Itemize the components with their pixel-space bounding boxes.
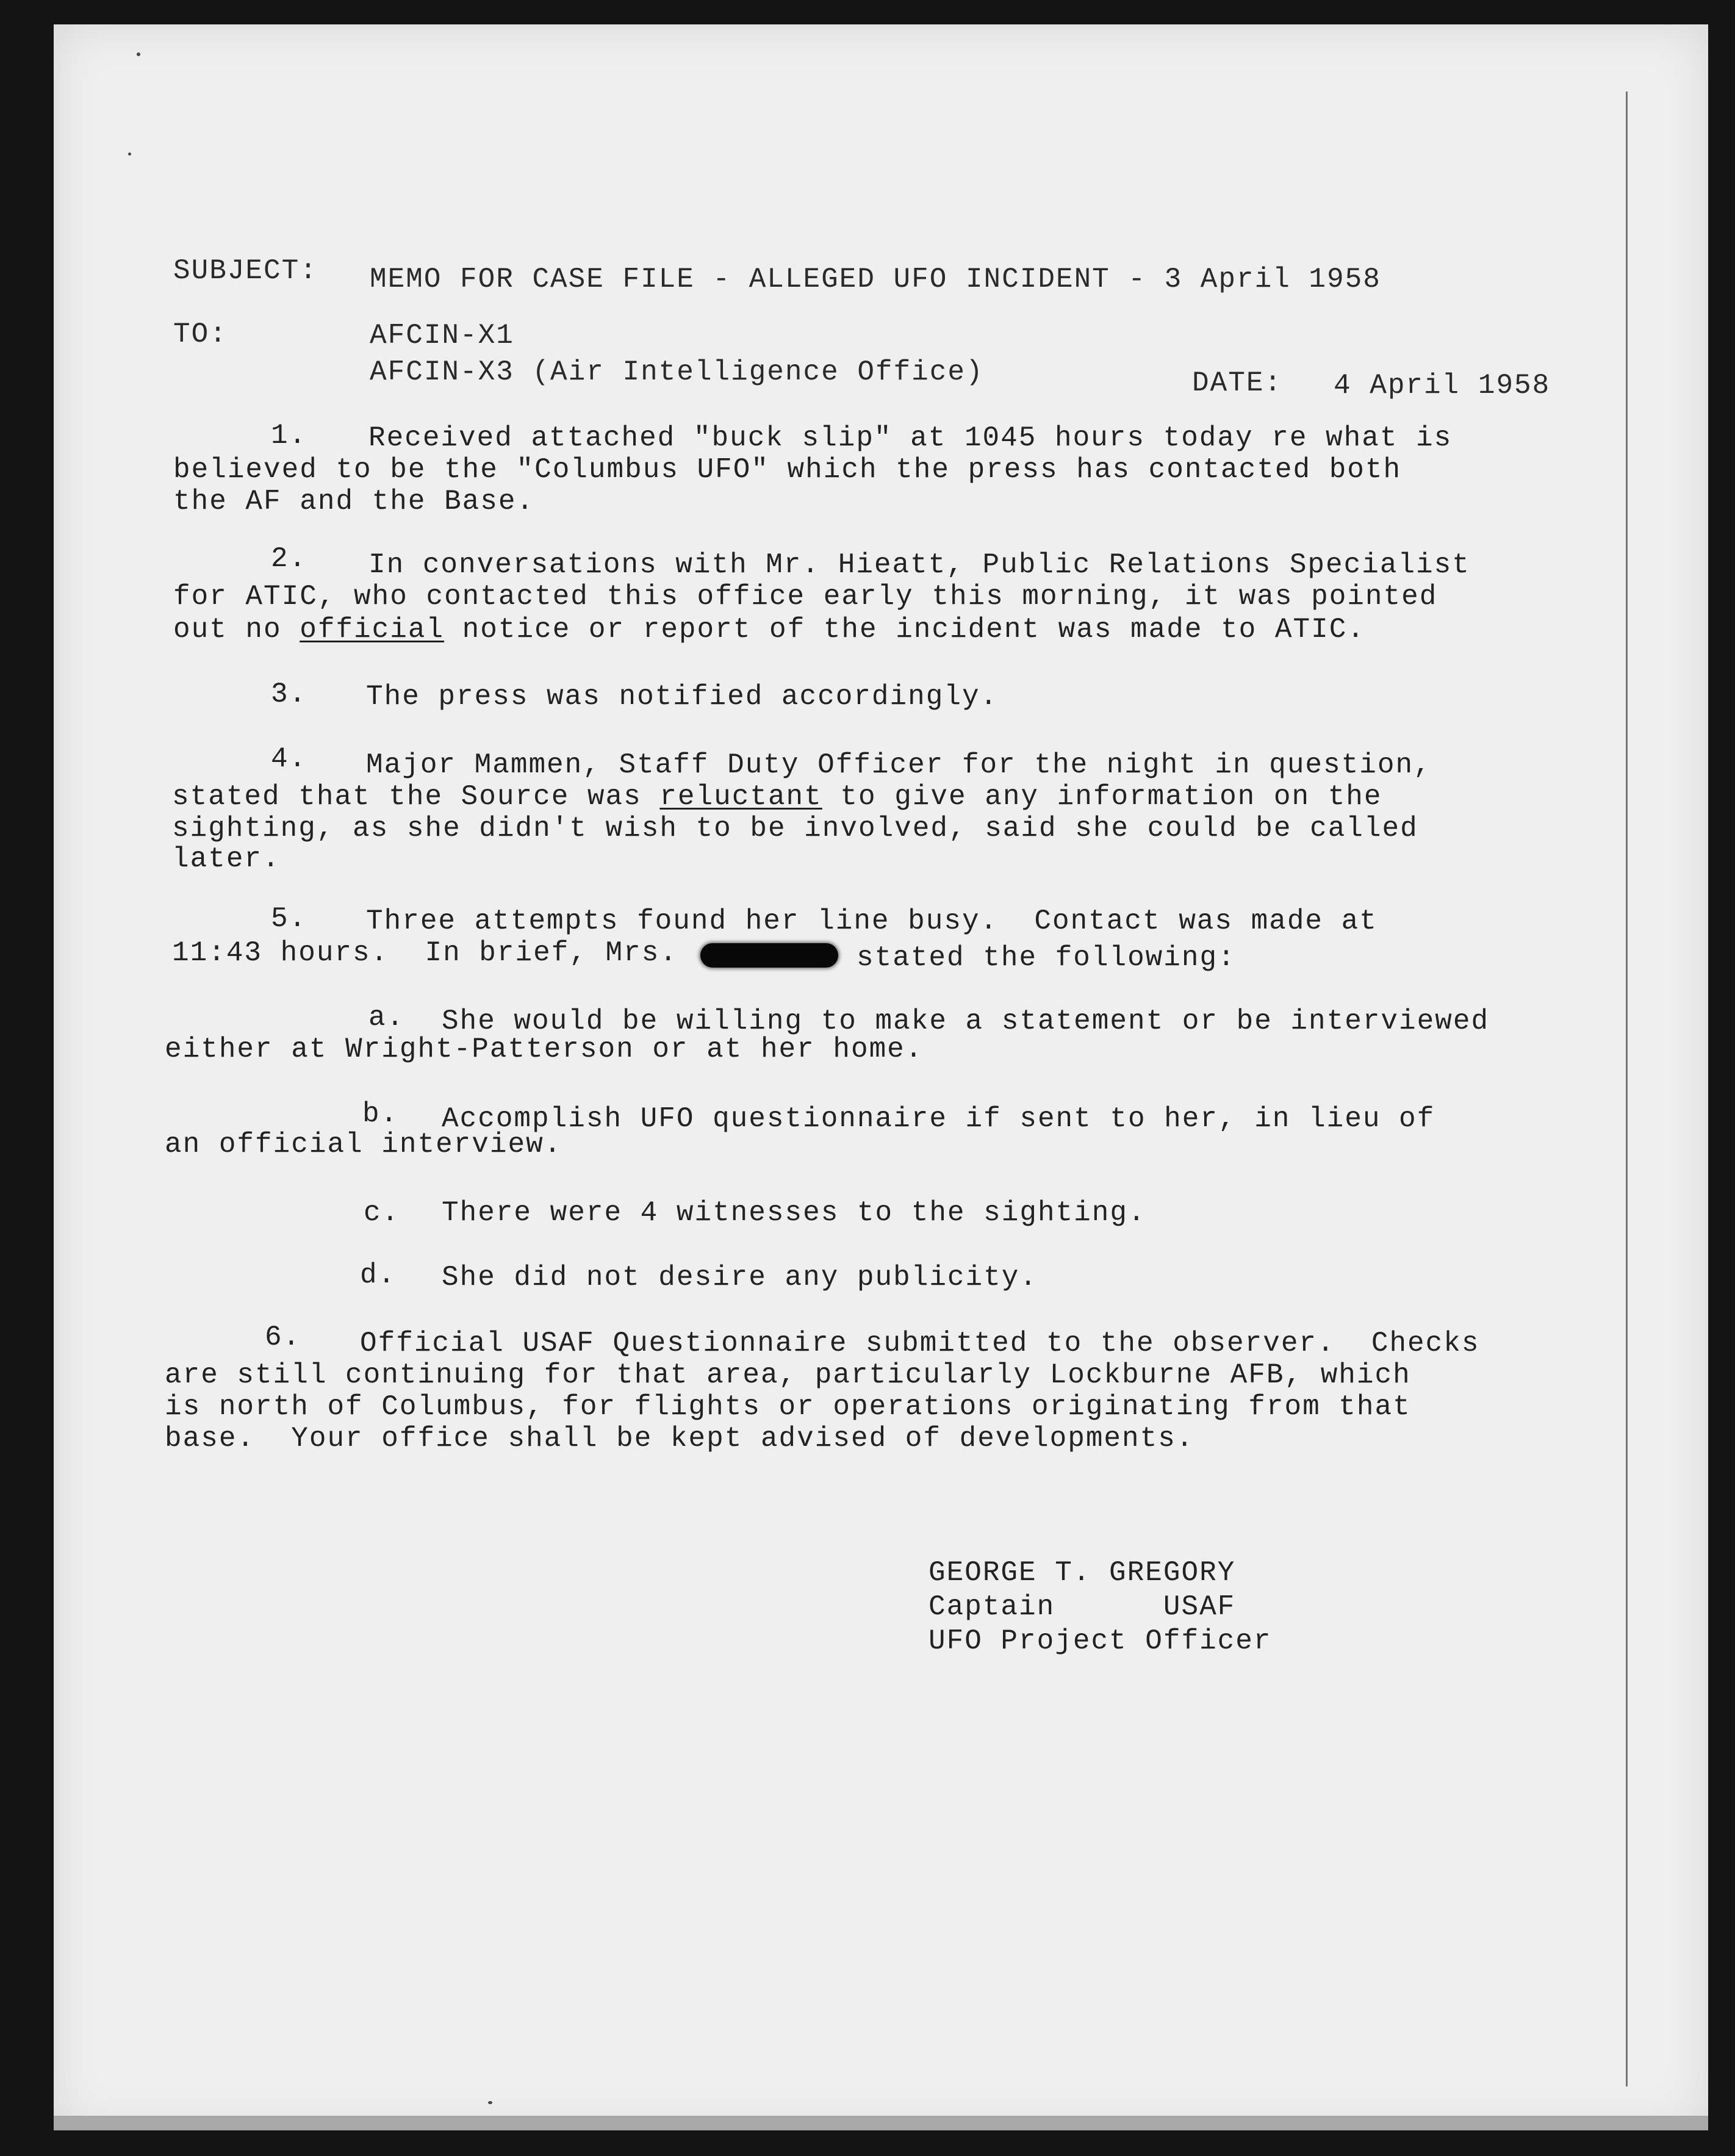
item-c-label: c.: [364, 1197, 400, 1229]
item-b-label: b.: [362, 1098, 399, 1130]
paragraph-4-line-3: sighting, as she didn't wish to be involved, said she could be called: [172, 813, 1418, 844]
paragraph-2-line-3-start: out no: [173, 614, 300, 645]
underlined-official: official: [300, 614, 445, 645]
paragraph-3-number: 3.: [271, 678, 307, 710]
item-b-line-1: Accomplish UFO questionnaire if sent to her, in lieu of: [442, 1103, 1435, 1135]
item-d-label: d.: [360, 1259, 397, 1291]
paragraph-4-line-2-end: to give any information on the: [822, 781, 1382, 813]
paragraph-5-number: 5.: [271, 903, 307, 935]
paragraph-1-line-1: Received attached "buck slip" at 1045 hours today re what is: [368, 422, 1453, 454]
item-b-line-2: an official interview.: [165, 1129, 562, 1160]
paragraph-4-line-1: Major Mammen, Staff Duty Officer for the night in question,: [366, 749, 1432, 781]
paragraph-4-line-2-start: stated that the Source was: [172, 781, 660, 813]
paragraph-2-line-3: [173, 614, 1365, 645]
signature-name: GEORGE T. GREGORY: [929, 1557, 1236, 1589]
date-label: DATE:: [1192, 367, 1283, 399]
to-recipient-2: AFCIN-X3 (Air Intelligence Office): [370, 356, 984, 388]
redacted-name: [700, 943, 838, 968]
to-label: TO:: [173, 318, 228, 350]
paragraph-2-line-2: for ATIC, who contacted this office early this morning, it was pointed: [173, 581, 1438, 613]
subject-text: MEMO FOR CASE FILE - ALLEGED UFO INCIDENT - 3 April 1958: [370, 264, 1381, 295]
paragraph-1-number: 1.: [271, 420, 307, 451]
to-recipient-1: AFCIN-X1: [370, 320, 514, 351]
paragraph-1-line-3: the AF and the Base.: [173, 486, 535, 517]
paragraph-2-number: 2.: [271, 543, 307, 575]
signature-title: UFO Project Officer: [929, 1625, 1272, 1657]
item-a-label: a.: [368, 1002, 405, 1033]
paragraph-5-line-2-end: stated the following:: [857, 942, 1236, 974]
paragraph-5-line-2-start: 11:43 hours. In brief, Mrs.: [172, 937, 678, 969]
paragraph-5-line-1: Three attempts found her line busy. Contact was made at: [366, 905, 1378, 937]
paragraph-6-number: 6.: [265, 1321, 301, 1353]
paragraph-4-line-2: [172, 781, 1382, 813]
paragraph-3-line-1: The press was notified accordingly.: [366, 681, 999, 713]
item-c-line-1: There were 4 witnesses to the sighting.: [442, 1197, 1146, 1229]
paragraph-4-number: 4.: [271, 743, 307, 775]
paragraph-6-line-1: Official USAF Questionnaire submitted to the observer. Checks: [360, 1328, 1480, 1359]
date-value: 4 April 1958: [1334, 370, 1551, 401]
item-d-line-1: She did not desire any publicity.: [442, 1262, 1038, 1293]
paragraph-6-line-3: is north of Columbus, for flights or operations originating from that: [165, 1391, 1411, 1423]
paragraph-6-line-2: are still continuing for that area, particularly Lockburne AFB, which: [165, 1359, 1411, 1391]
item-a-line-2: either at Wright-Patterson or at her home.: [165, 1033, 924, 1065]
signature-block: [929, 1557, 1272, 1659]
paragraph-1-line-2: believed to be the "Columbus UFO" which the press has contacted both: [173, 454, 1402, 486]
paragraph-4-line-4: later.: [172, 843, 281, 875]
signature-rank: Captain USAF: [929, 1591, 1236, 1623]
subject-label: SUBJECT:: [173, 255, 318, 287]
paragraph-2-line-1: In conversations with Mr. Hieatt, Public Relations Specialist: [368, 549, 1470, 581]
underlined-reluctant: reluctant: [659, 781, 822, 813]
item-a-line-1: She would be willing to make a statement or be interviewed: [442, 1005, 1490, 1037]
paragraph-2-line-3-end: notice or report of the incident was made to ATIC.: [444, 614, 1365, 645]
paragraph-6-line-4: base. Your office shall be kept advised of developments.: [165, 1423, 1194, 1454]
